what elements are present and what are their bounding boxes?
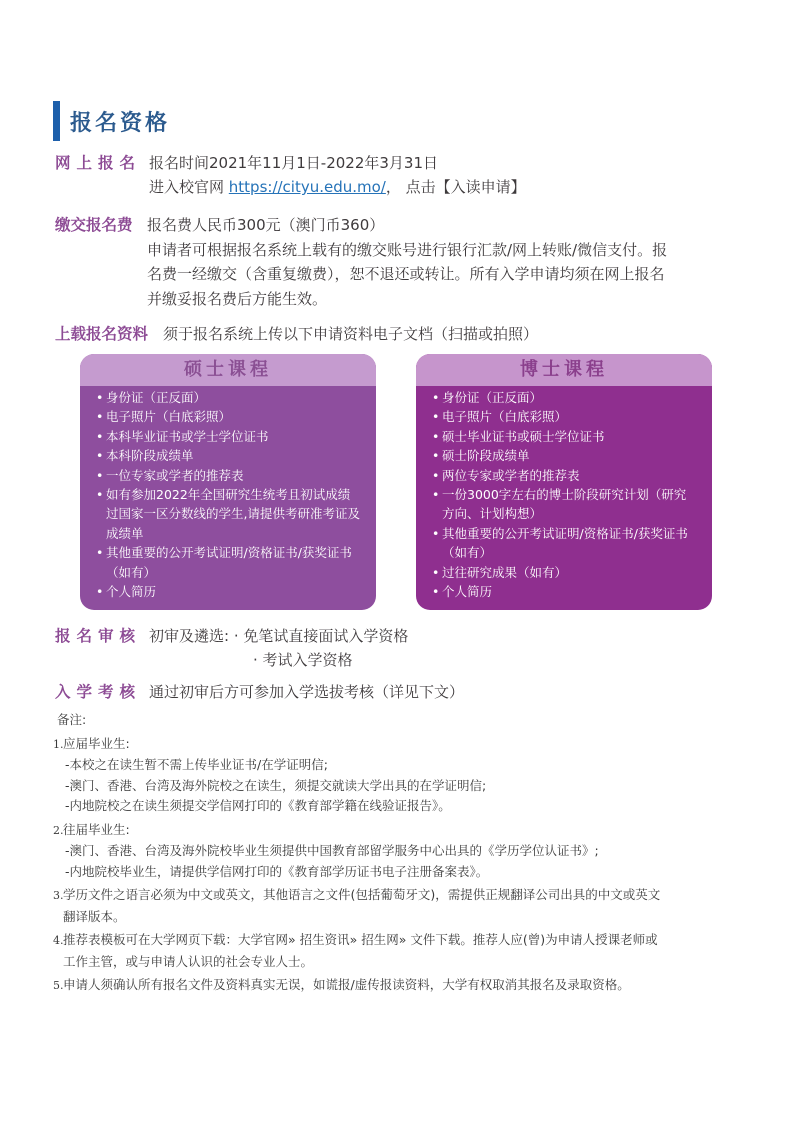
list-item: • 一份3000字左右的博士阶段研究计划（研究方向、计划构想） [432, 485, 698, 524]
review-option: · 免笔试直接面试入学资格 [233, 627, 409, 645]
list-item: • 身份证（正反面） [432, 388, 698, 407]
fee-amount: 报名费人民币300元（澳门币360） [147, 216, 385, 234]
fee-desc-line: 名费一经缴交（含重复缴费），恕不退还或转让。所有入学申请均须在网上报名 [147, 265, 665, 283]
fee-row [55, 213, 755, 313]
review-label: 报名审核 [55, 627, 142, 645]
online-apply-row [55, 151, 755, 201]
upload-row [55, 322, 755, 348]
list-item: • 个人简历 [96, 582, 362, 601]
fee-label: 缴交报名费 [55, 216, 133, 234]
exam-desc: 通过初审后方可参加入学选拔考核（详见下文） [149, 683, 465, 701]
list-item: • 电子照片（白底彩照） [96, 407, 362, 426]
online-apply-label: 网上报名 [55, 154, 142, 172]
review-prefix: 初审及遴选: [149, 627, 234, 645]
title-accent-bar [53, 101, 60, 141]
list-item: • 本科阶段成绩单 [96, 446, 362, 465]
note-item: 1.应届毕业生: -本校之在读生暂不需上传毕业证书/在学证明信; -澳门、香港、台湾及海外院校之在读生，须提交就读大学出具的在学证明信; -内地院校之在读生须提交学信网打印的《教育部学籍在线验证报告》。 [53, 735, 487, 813]
note-item: 4.推荐表模板可在大学网页下载：大学官网» 招生资讯» 招生网» 文件下载。推荐人应(曾)为申请人授课老师或 工作主管，或与申请人认识的社会专业人士。 [53, 932, 658, 969]
phd-program-card [416, 354, 712, 610]
list-item: • 电子照片（白底彩照） [432, 407, 698, 426]
list-item: • 硕士毕业证书或硕士学位证书 [432, 427, 698, 446]
note-item: 2.往届毕业生: -澳门、香港、台湾及海外院校毕业生须提供中国教育部留学服务中心出具的《学历学位认证书》; -内地院校毕业生，请提供学信网打印的《教育部学历证书电子注册备案表》。 [53, 821, 599, 879]
list-item: • 身份证（正反面） [96, 388, 362, 407]
list-item: • 其他重要的公开考试证明/资格证书/获奖证书（如有） [96, 543, 362, 582]
master-requirements-list [80, 388, 376, 601]
list-item: • 一位专家或学者的推荐表 [96, 466, 362, 485]
phd-card-title: 博士课程 [416, 354, 712, 386]
upload-desc: 须于报名系统上传以下申请资料电子文档（扫描或拍照） [163, 325, 539, 343]
list-item: • 本科毕业证书或学士学位证书 [96, 427, 362, 446]
review-row [55, 624, 755, 674]
official-site-link[interactable]: https://cityu.edu.mo/ [228, 178, 386, 196]
page-title: 报名资格 [70, 110, 171, 136]
list-item: • 两位专家或学者的推荐表 [432, 466, 698, 485]
master-card-title: 硕士课程 [80, 354, 376, 386]
notes-heading: 备注: [57, 712, 87, 727]
note-item: 3.学历文件之语言必须为中文或英文，其他语言之文件(包括葡萄牙文)，需提供正规翻译公司出具的中文或英文 翻译版本。 [53, 887, 661, 924]
list-item: • 其他重要的公开考试证明/资格证书/获奖证书（如有） [432, 524, 698, 563]
upload-label: 上载报名资料 [55, 325, 149, 343]
phd-requirements-list [416, 388, 712, 601]
apply-period: 报名时间2021年11月1日-2022年3月31日 [149, 154, 439, 172]
apply-instruction: 进入校官网 https://cityu.edu.mo/， 点击【入读申请】 [149, 178, 526, 196]
review-option: · 考试入学资格 [253, 651, 353, 669]
list-item: • 个人简历 [432, 582, 698, 601]
fee-desc-line: 并缴妥报名费后方能生效。 [147, 289, 328, 308]
list-item: • 如有参加2022年全国研究生统考且初试成绩过国家一区分数线的学生,请提供考研准考证及成绩单 [96, 485, 362, 543]
list-item: • 过往研究成果（如有） [432, 563, 698, 582]
fee-desc-line: 申请者可根据报名系统上载有的缴交账号进行银行汇款/网上转账/微信支付。报 [147, 240, 668, 259]
master-program-card [80, 354, 376, 610]
exam-label: 入学考核 [55, 683, 142, 701]
section-title [53, 101, 170, 141]
exam-row [55, 680, 755, 706]
notes-section [53, 710, 753, 997]
list-item: • 硕士阶段成绩单 [432, 446, 698, 465]
note-item: 5.申请人须确认所有报名文件及资料真实无误，如谎报/虚传报读资料，大学有权取消其报名及录取资格。 [53, 977, 630, 992]
